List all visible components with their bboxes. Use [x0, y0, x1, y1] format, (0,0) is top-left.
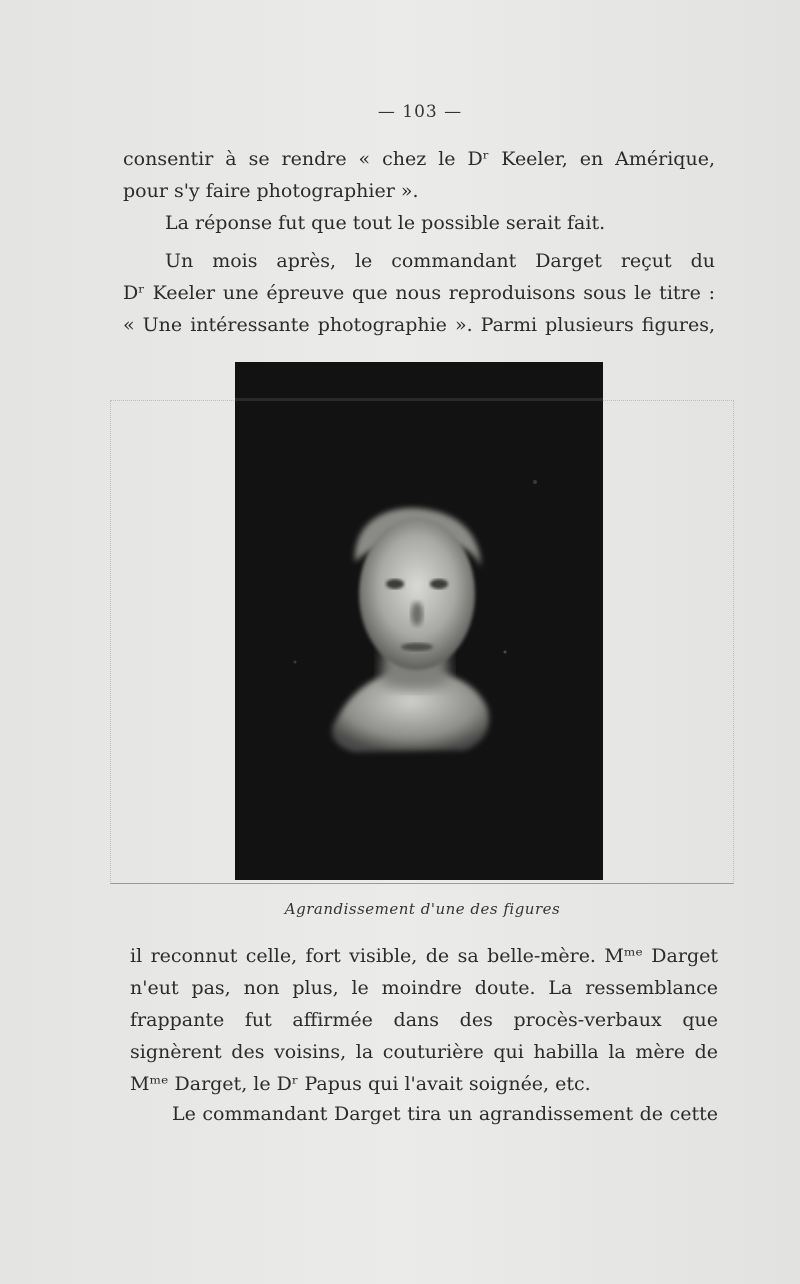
- text-line: signèrent des voisins, la couturière qui habilla la mère de: [130, 1041, 718, 1063]
- text-line: frappante fut affirmée dans des procès-verbaux que: [130, 1009, 718, 1031]
- text-line: Mᵐᵉ Darget, le Dʳ Papus qui l'avait soignée, etc.: [130, 1073, 591, 1095]
- plate-caption: Agrandissement d'une des figures: [284, 900, 561, 918]
- page-number: — 103 —: [377, 102, 463, 122]
- top-paragraph: [123, 143, 715, 207]
- portrait-photograph: [235, 362, 603, 880]
- text-line: consentir à se rendre « chez le Dʳ Keeler, en Amérique,: [123, 148, 715, 170]
- text-line: « Une intéressante photographie ». Parmi plusieurs figures,: [123, 314, 715, 336]
- text-line: n'eut pas, non plus, le moindre doute. La ressemblance: [130, 977, 718, 999]
- reply-paragraph: [123, 207, 715, 239]
- second-paragraph: [123, 245, 715, 341]
- text-line: pour s'y faire photographier ».: [123, 180, 419, 202]
- text-line: il reconnut celle, fort visible, de sa belle-mère. Mᵐᵉ Darget: [130, 945, 718, 967]
- text-line: La réponse fut que tout le possible serait fait.: [165, 212, 606, 234]
- text-line: Dʳ Keeler une épreuve que nous reproduisons sous le titre :: [123, 282, 715, 304]
- text-line: Un mois après, le commandant Darget reçut du: [165, 250, 715, 272]
- text-line: Le commandant Darget tira un agrandissement de cette: [172, 1103, 718, 1125]
- bottom-paragraph: [130, 940, 718, 1100]
- next-paragraph: [130, 1098, 718, 1130]
